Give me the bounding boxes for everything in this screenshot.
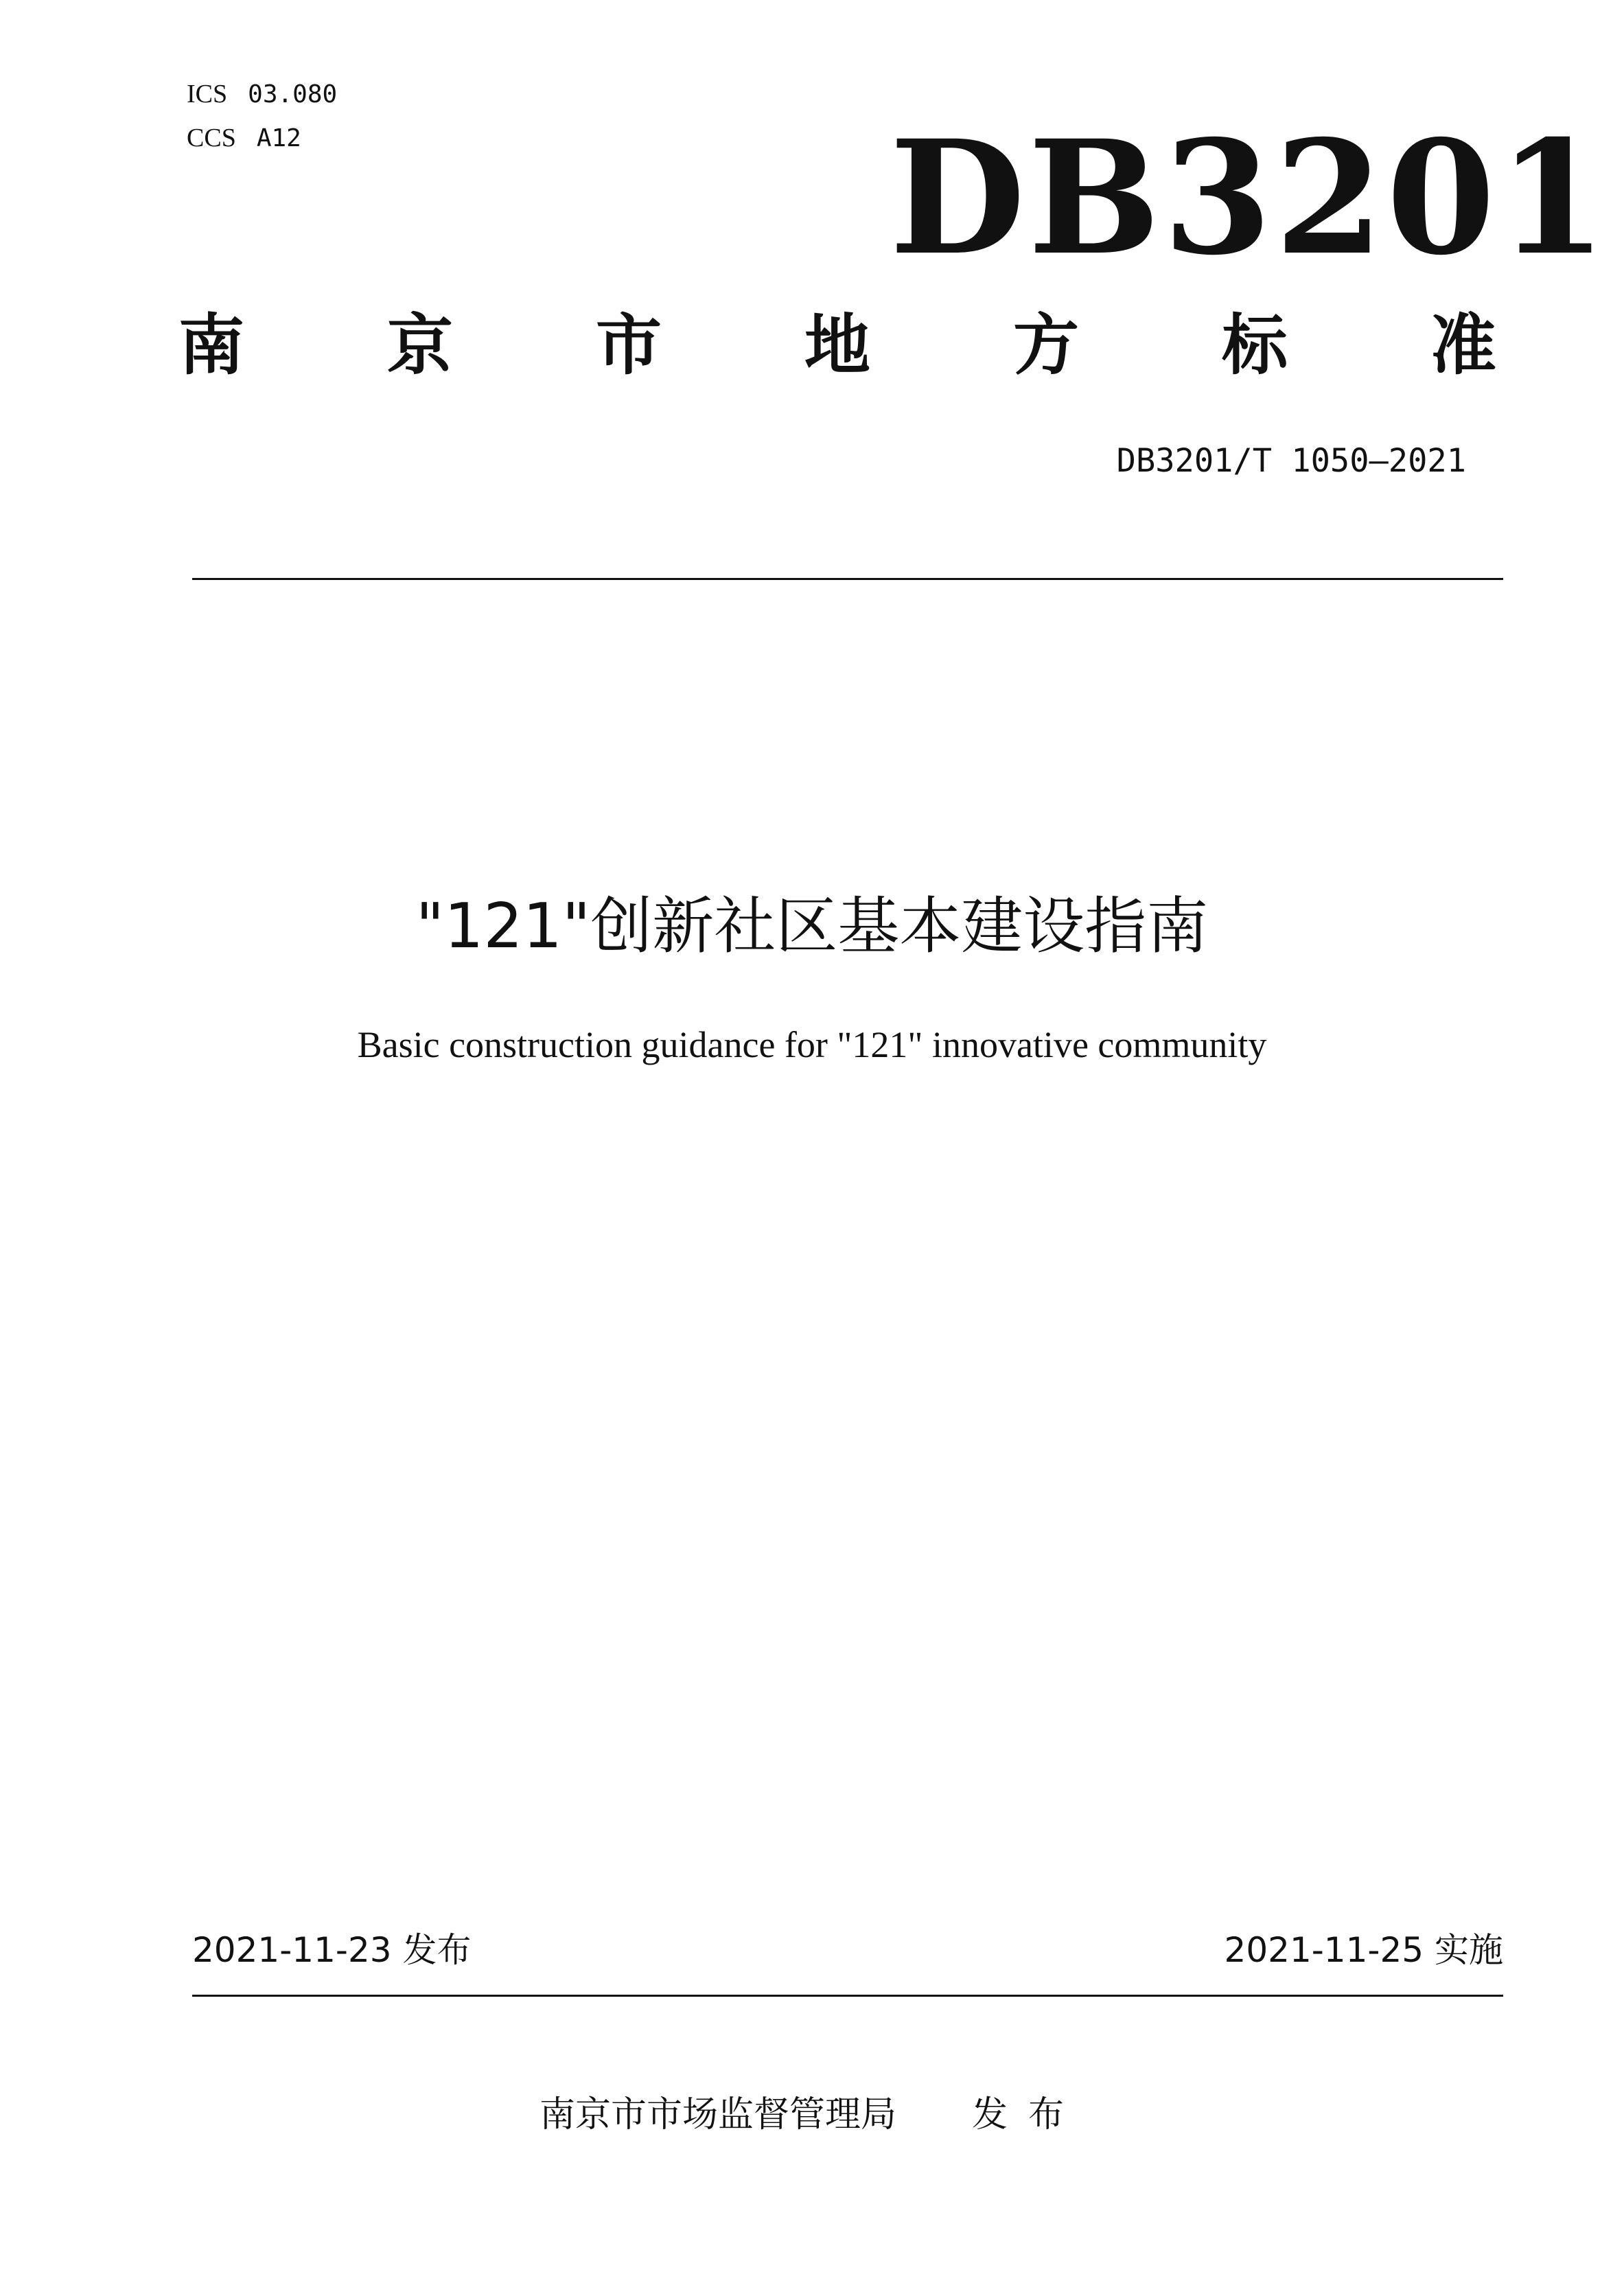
issuer-line — [0, 2094, 1624, 2135]
implementation-date: 2021-11-25 实施 — [1224, 1930, 1503, 1970]
bottom-divider — [192, 1995, 1503, 1997]
standard-type-char: 标 — [1222, 307, 1288, 384]
standard-type-char: 地 — [804, 307, 870, 384]
standard-type-char: 方 — [1013, 307, 1079, 384]
issuer-action: 发布 — [972, 2094, 1085, 2135]
issuer-name: 南京市市场监督管理局 — [539, 2094, 896, 2135]
ics-code: 03.080 — [248, 80, 338, 108]
ics-classification — [187, 81, 337, 107]
document-title-english: Basic construction guidance for "121" innovative community — [357, 1024, 1267, 1065]
ccs-code: A12 — [256, 124, 301, 152]
top-divider — [192, 578, 1503, 580]
ccs-classification — [187, 125, 301, 151]
standard-number: DB3201/T 1050—2021 — [1116, 442, 1466, 480]
document-title-chinese: "121"创新社区基本建设指南 — [415, 890, 1209, 962]
standard-type-char: 京 — [387, 307, 453, 384]
db-logo: DB3201 — [890, 106, 1610, 290]
ics-label: ICS — [187, 80, 228, 108]
standard-type-char: 市 — [596, 307, 662, 384]
issue-date: 2021-11-23 发布 — [192, 1930, 472, 1970]
ccs-label: CCS — [187, 124, 236, 152]
standard-type-char: 南 — [178, 307, 244, 384]
standard-type-char: 准 — [1430, 307, 1496, 384]
standard-type-title — [178, 307, 1496, 384]
